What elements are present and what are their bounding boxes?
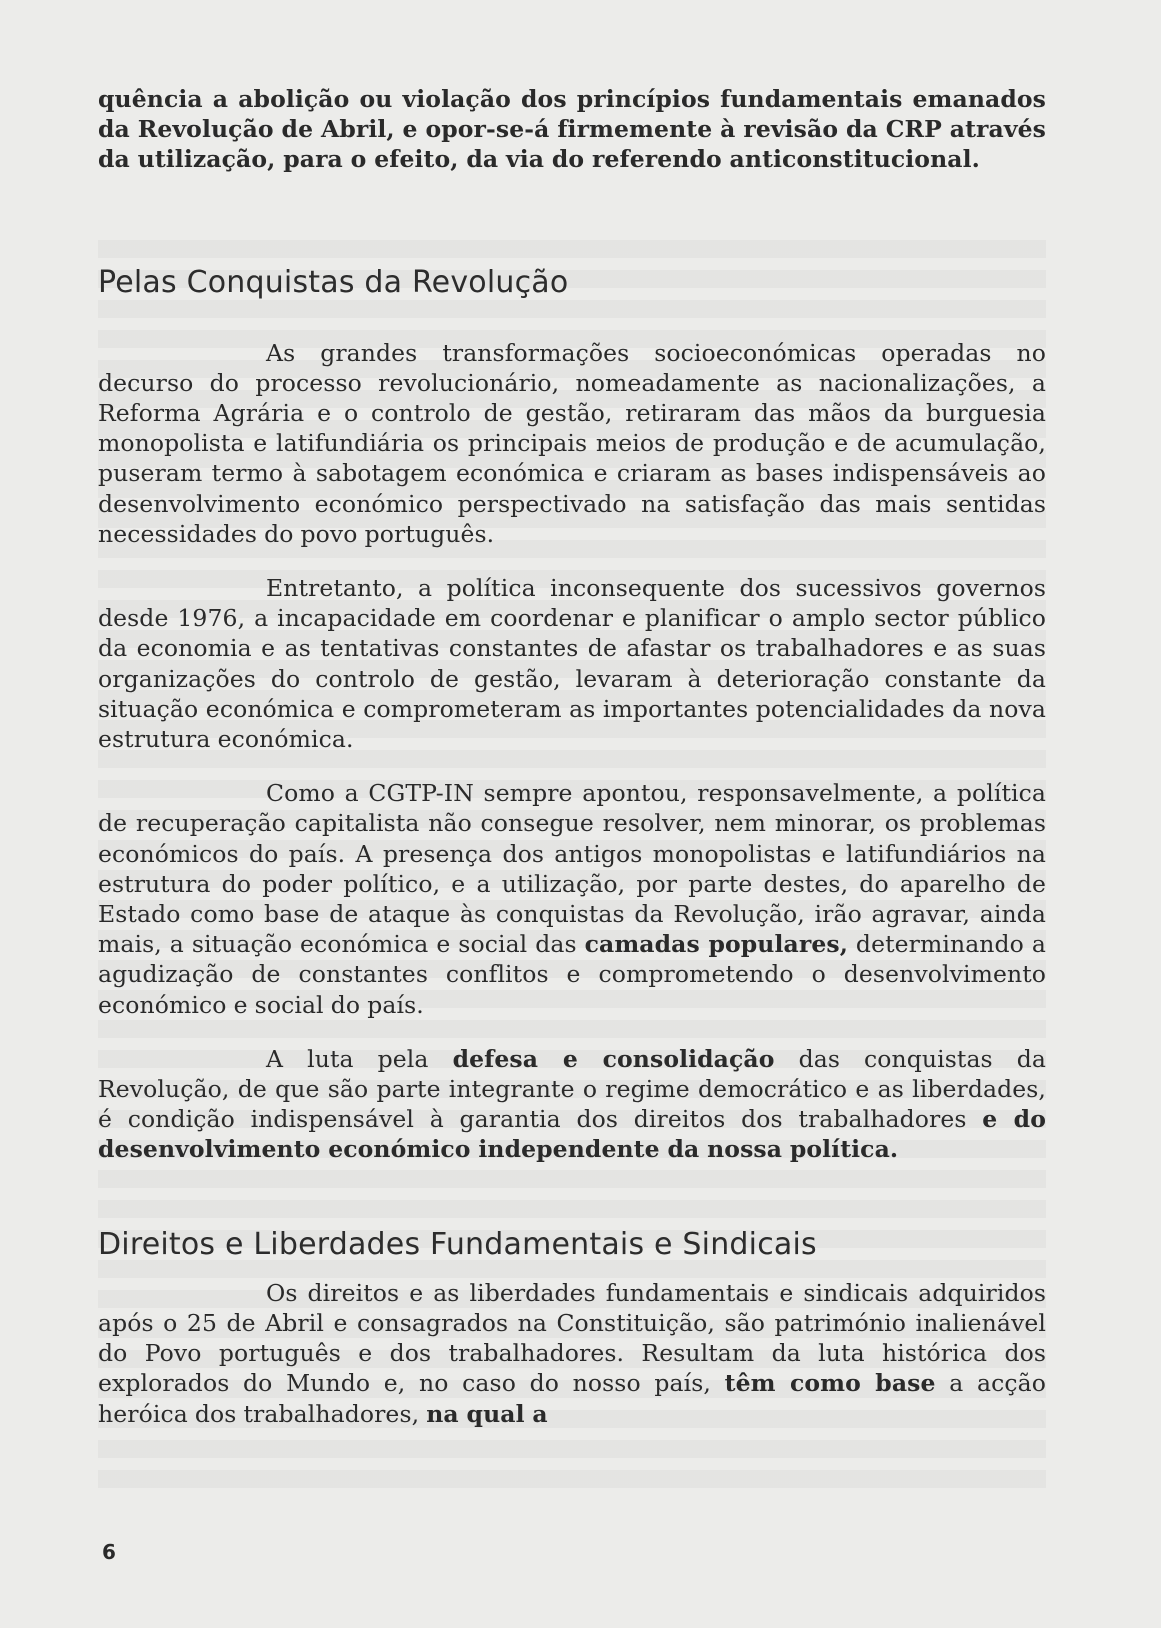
paragraph-luta-text-a: A luta pela [266, 1044, 429, 1073]
paragraph-direitos [98, 1278, 1046, 1429]
paragraph-luta-bold-1: defesa e consolidação [452, 1044, 775, 1073]
paragraph-entretanto: Entretanto, a política inconsequente dos sucessivos governos desde 1976, a incapacidade em coordenar e planificar o amplo sector público da economia e as tentativas constantes de afastar os trabalhadores e as suas organizações do controlo de gestão, levaram à deterioração constante da situação económica e comprometeram as importantes potencialidades da nova estrutura económica. [98, 574, 1046, 754]
paragraph-luta-bold-2: e do desenvolvimento económico independente da nossa política. [98, 1105, 1046, 1164]
paragraph-luta [98, 1044, 1046, 1165]
paragraph-cgtp [98, 778, 1046, 1020]
paragraph-direitos-text-b: a acção heróica dos trabalhadores, [98, 1369, 1046, 1428]
paragraph-direitos-bold-1: têm como base [724, 1369, 936, 1398]
paragraph-direitos-text-a: Os direitos e as liberdades fundamentais e sindicais adquiridos após o 25 de Abril e consagrados na Constituição, são património inalienável do Povo português e dos trabalhadores. Resultam da luta histórica dos explorados do Mundo e, no caso do nosso país, [98, 1278, 1046, 1398]
paragraph-cgtp-text-a: Como a CGTP-IN sempre apontou, responsavelmente, a política de recuperação capitalista não consegue resolver, nem minorar, os problemas económicos do país. A presença dos antigos monopolistas e latifundiários na estrutura do poder político, e a utilização, por parte destes, do aparelho de Estado como base de ataque às conquistas da Revolução, irão agravar, ainda mais, a situação económica e social das [98, 779, 1046, 959]
intro-paragraph: quência a abolição ou violação dos princípios fundamentais emanados da Revolução de Abril, e opor-se-á firmemente à revisão da CRP através da utilização, para o efeito, da via do referendo anticonstitucional. [98, 85, 1046, 174]
section-heading-conquistas: Pelas Conquistas da Revolução [98, 264, 569, 300]
page-content [98, 84, 1046, 1429]
paragraph-luta-text-b: das conquistas da Revolução, de que são parte integrante o regime democrático e as liberdades, é condição indispensável à garantia dos direitos dos trabalhadores [98, 1044, 1047, 1134]
page-number: 6 [102, 1540, 116, 1564]
paragraph-cgtp-text-b: determinando a agudização de constantes conflitos e comprometendo o desenvolvimento económico e social do país. [98, 930, 1046, 1019]
paragraph-direitos-bold-2: na qual a [426, 1399, 548, 1428]
paragraph-transformacoes: As grandes transformações socioeconómicas operadas no decurso do processo revolucionário, nomeadamente as nacionalizações, a Reforma Agrária e o controlo de gestão, retiraram das mãos da burguesia monopolista e latifundiária os principais meios de produção e de acumulação, puseram termo à sabotagem económica e criaram as bases indispensáveis ao desenvolvimento económico perspectivado na satisfação das mais sentidas necessidades do povo português. [98, 338, 1046, 548]
section-heading-direitos: Direitos e Liberdades Fundamentais e Sindicais [98, 1226, 817, 1262]
paragraph-cgtp-bold: camadas populares, [584, 930, 848, 959]
